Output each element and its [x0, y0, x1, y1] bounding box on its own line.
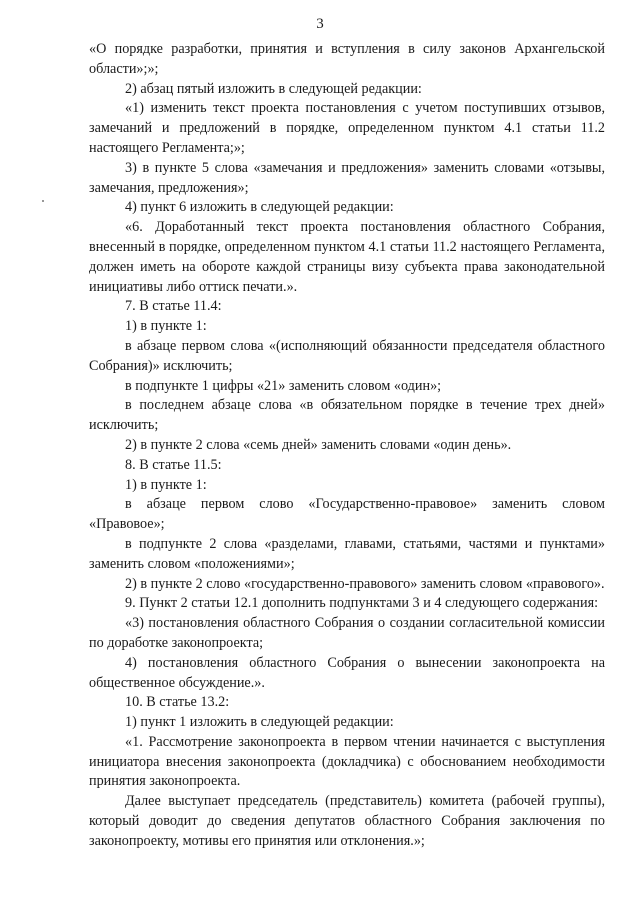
paragraph: в абзаце первом слово «Государственно-правовое» заменить словом «Правовое»;	[89, 496, 605, 533]
paragraph: 7. В статье 11.4:	[125, 298, 222, 315]
paragraph: «6. Доработанный текст проекта постановления областного Собрания, внесенный в порядке, определенном пунктом 4.1 статьи 11.2 настоящего Регламента, должен иметь на обороте каждой страницы визу субъекта права законодательной инициативы либо оттиск печати.».	[89, 219, 605, 295]
paragraph: 8. В статье 11.5:	[125, 456, 222, 473]
paragraph: «О порядке разработки, принятия и вступления в силу законов Архангельской области»;»;	[89, 41, 605, 77]
paragraph: 4) постановления областного Собрания о вынесении законопроекта на общественное обсуждение.».	[89, 654, 605, 691]
paragraph: 2) абзац пятый изложить в следующей редакции:	[125, 80, 422, 97]
paragraph: 2) в пункте 2 слова «семь дней» заменить словами «один день».	[125, 436, 512, 453]
paragraph: в последнем абзаце слова «в обязательном порядке в течение трех дней» исключить;	[89, 397, 605, 434]
paragraph: 1) в пункте 1:	[125, 476, 207, 493]
document-body	[89, 40, 605, 852]
paragraph: 1) в пункте 1:	[125, 318, 207, 335]
paragraph: 3) в пункте 5 слова «замечания и предложения» заменить словами «отзывы, замечания, предложения»;	[89, 159, 605, 196]
paragraph: в подпункте 1 цифры «21» заменить словом «один»;	[125, 377, 442, 394]
paragraph: 4) пункт 6 изложить в следующей редакции:	[125, 199, 394, 216]
paragraph: 2) в пункте 2 слово «государственно-правового» заменить словом «правового».	[125, 575, 605, 592]
paragraph: 1) пункт 1 изложить в следующей редакции:	[125, 714, 394, 731]
paragraph: в абзаце первом слова «(исполняющий обязанности председателя областного Собрания)» исключить;	[89, 337, 605, 374]
page-number: 3	[316, 16, 324, 32]
paragraph: 9. Пункт 2 статьи 12.1 дополнить подпунктами 3 и 4 следующего содержания:	[125, 595, 599, 612]
paragraph: в подпункте 2 слова «разделами, главами, статьями, частями и пунктами» заменить словом «положениями»;	[89, 535, 605, 572]
scan-speck	[42, 200, 44, 202]
paragraph: «1. Рассмотрение законопроекта в первом чтении начинается с выступления инициатора внесения законопроекта (докладчика) с обоснованием необходимости принятия законопроекта.	[89, 733, 605, 790]
paragraph: Далее выступает председатель (представитель) комитета (рабочей группы), который доводит до сведения депутатов областного Собрания заключения по законопроекту, мотивы его принятия или отклонения.»;	[89, 793, 605, 849]
paragraph: 10. В статье 13.2:	[125, 694, 230, 711]
paragraph: «3) постановления областного Собрания о создании согласительной комиссии по доработке законопроекта;	[89, 615, 605, 651]
paragraph: «1) изменить текст проекта постановления с учетом поступивших отзывов, замечаний и предложений в порядке, определенном пунктом 4.1 статьи 11.2 настоящего Регламента;»;	[89, 100, 605, 156]
